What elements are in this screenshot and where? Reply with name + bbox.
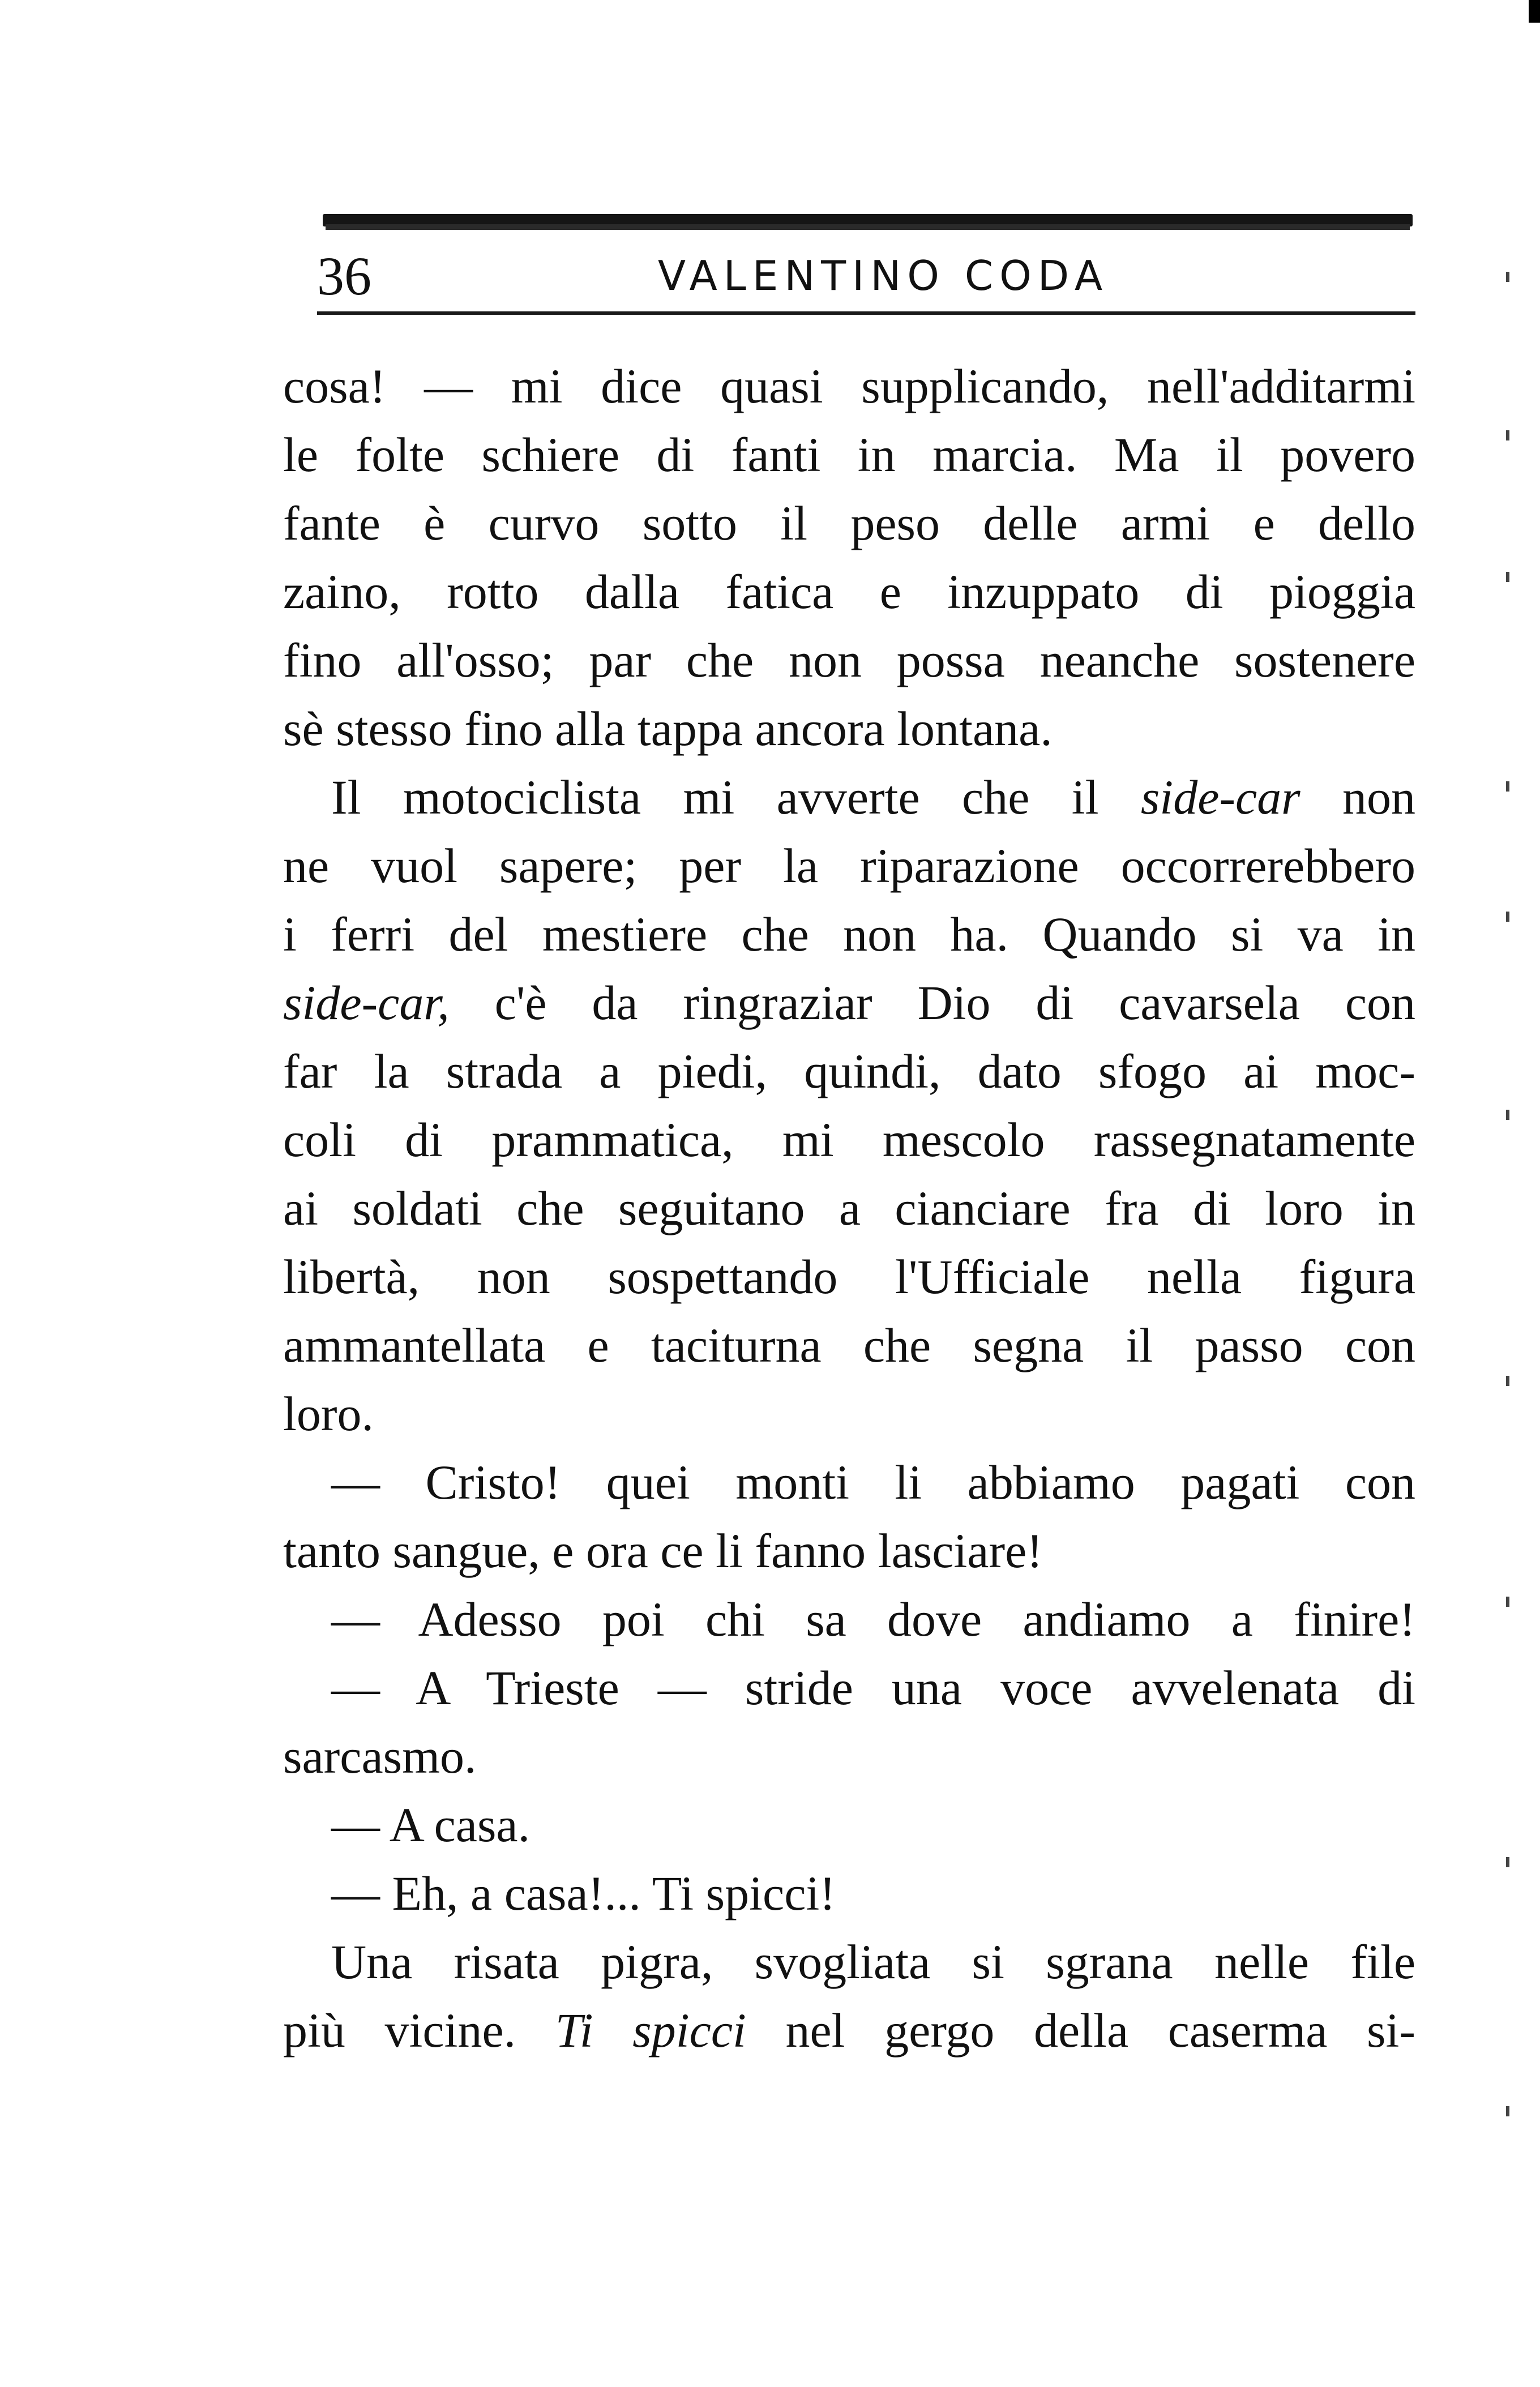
body-text bbox=[283, 352, 1415, 2065]
text-line-16 bbox=[283, 1380, 1415, 1448]
text-line-25 bbox=[283, 1996, 1415, 2065]
text-segment: i ferri del mestiere che non ha. Quando si va in bbox=[283, 907, 1415, 961]
text-segment: non bbox=[1300, 770, 1415, 824]
text-segment: far la strada a piedi, quindi, dato sfogo ai moc- bbox=[283, 1044, 1415, 1098]
scan-speck bbox=[1506, 272, 1509, 282]
text-segment: le folte schiere di fanti in marcia. Ma il povero bbox=[283, 427, 1415, 482]
scan-speck bbox=[1506, 1857, 1509, 1867]
text-line-21 bbox=[283, 1722, 1415, 1791]
text-segment: tanto sangue, e ora ce li fanno lasciare! bbox=[283, 1524, 1043, 1578]
text-line-1 bbox=[283, 352, 1415, 421]
text-segment: zaino, rotto dalla fatica e inzuppato di pioggia bbox=[283, 564, 1415, 619]
text-line-23 bbox=[283, 1859, 1415, 1928]
text-segment: cosa! — mi dice quasi supplicando, nell'additarmi bbox=[283, 359, 1415, 413]
text-line-9 bbox=[283, 900, 1415, 969]
text-segment: libertà, non sospettando l'Ufficiale nella figura bbox=[283, 1250, 1415, 1304]
page-number: 36 bbox=[317, 246, 371, 306]
scan-speck bbox=[1506, 1376, 1509, 1386]
text-line-12 bbox=[283, 1106, 1415, 1174]
text-segment: — A Trieste — stride una voce avvelenata di bbox=[331, 1661, 1415, 1715]
scan-speck bbox=[1506, 430, 1509, 440]
text-segment: — Adesso poi chi sa dove andiamo a finire! bbox=[331, 1592, 1415, 1646]
text-line-20 bbox=[283, 1654, 1415, 1722]
italic-segment: Ti spicci bbox=[555, 2003, 746, 2057]
text-line-8 bbox=[283, 832, 1415, 900]
text-segment: nel gergo della caserma si- bbox=[746, 2003, 1415, 2057]
page-header bbox=[317, 241, 1415, 311]
text-line-4 bbox=[283, 558, 1415, 626]
text-line-11 bbox=[283, 1037, 1415, 1106]
text-segment: fante è curvo sotto il peso delle armi e dello bbox=[283, 496, 1415, 550]
text-line-13 bbox=[283, 1174, 1415, 1243]
italic-segment: side-car, bbox=[283, 976, 450, 1030]
text-line-5 bbox=[283, 626, 1415, 695]
scan-speck bbox=[1506, 1110, 1509, 1120]
text-segment: — Cristo! quei monti li abbiamo pagati con bbox=[331, 1455, 1415, 1509]
scan-speck bbox=[1506, 2106, 1509, 2116]
text-line-24 bbox=[283, 1928, 1415, 1996]
text-segment: sè stesso fino alla tappa ancora lontana. bbox=[283, 701, 1053, 756]
text-line-17 bbox=[283, 1448, 1415, 1517]
text-segment: ai soldati che seguitano a cianciare fra di loro in bbox=[283, 1181, 1415, 1235]
text-line-7 bbox=[283, 763, 1415, 832]
scan-speck bbox=[1506, 912, 1509, 922]
header-thick-rule-shadow bbox=[326, 224, 1410, 230]
italic-segment: side-car bbox=[1140, 770, 1301, 824]
scan-speck bbox=[1506, 1597, 1509, 1607]
text-segment: più vicine. bbox=[283, 2003, 555, 2057]
text-segment: coli di prammatica, mi mescolo rassegnatamente bbox=[283, 1113, 1415, 1167]
text-line-10 bbox=[283, 969, 1415, 1037]
text-line-22 bbox=[283, 1791, 1415, 1859]
text-line-6 bbox=[283, 695, 1415, 763]
scan-speck bbox=[1506, 572, 1509, 582]
text-segment: c'è da ringraziar Dio di cavarsela con bbox=[449, 976, 1415, 1030]
text-segment: Una risata pigra, svogliata si sgrana nelle file bbox=[331, 1935, 1415, 1989]
text-segment: Il motociclista mi avverte che il bbox=[331, 770, 1141, 824]
text-line-14 bbox=[283, 1243, 1415, 1311]
text-segment: — A casa. bbox=[331, 1798, 531, 1852]
text-segment: fino all'osso; par che non possa neanche sostenere bbox=[283, 633, 1415, 687]
text-line-2 bbox=[283, 421, 1415, 489]
text-segment: ammantellata e taciturna che segna il passo con bbox=[283, 1318, 1415, 1372]
text-segment: ne vuol sapere; per la riparazione occorrerebbero bbox=[283, 839, 1415, 893]
text-line-18 bbox=[283, 1517, 1415, 1585]
header-thin-rule bbox=[317, 311, 1415, 315]
text-line-19 bbox=[283, 1585, 1415, 1654]
text-line-3 bbox=[283, 489, 1415, 558]
text-line-15 bbox=[283, 1311, 1415, 1380]
text-segment: — Eh, a casa!... Ti spicci! bbox=[331, 1866, 836, 1920]
scan-margin-noise bbox=[1506, 0, 1540, 2387]
text-segment: loro. bbox=[283, 1387, 374, 1441]
running-head: VALENTINO CODA bbox=[657, 252, 1109, 300]
scan-speck bbox=[1506, 781, 1509, 792]
text-segment: sarcasmo. bbox=[283, 1729, 477, 1783]
